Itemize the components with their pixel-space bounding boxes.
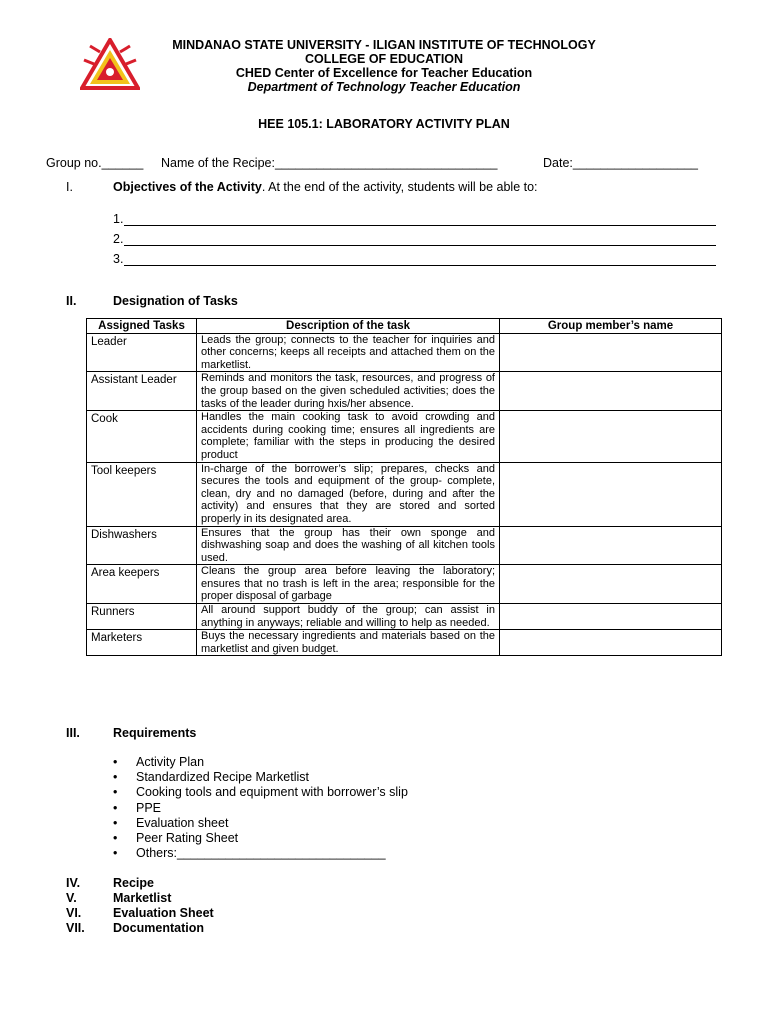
task-name: Dishwashers	[87, 526, 197, 565]
bullet-icon: •	[113, 770, 118, 785]
objective-number: 3.	[113, 252, 124, 266]
department-name: Department of Technology Teacher Education	[247, 80, 521, 94]
task-designation-table	[86, 318, 722, 656]
bullet-icon: •	[113, 755, 118, 769]
requirement-text: Evaluation sheet	[136, 815, 229, 830]
section-6-number: VI.	[66, 906, 82, 920]
requirement-text: Cooking tools and equipment with borrower’s slip	[136, 785, 408, 800]
section-2-number: II.	[66, 294, 77, 308]
section-1-number: I.	[66, 180, 73, 194]
objective-line-1	[113, 212, 716, 226]
center-name: CHED Center of Excellence for Teacher Education	[235, 66, 533, 80]
document-title: HEE 105.1: LABORATORY ACTIVITY PLAN	[258, 117, 510, 131]
group-no-field: Group no.______	[46, 156, 144, 170]
requirement-text: Standardized Recipe Marketlist	[136, 770, 309, 785]
list-item	[113, 846, 408, 861]
objective-blank	[124, 254, 716, 266]
list-item	[113, 831, 408, 846]
section-1-title: Objectives of the Activity	[113, 180, 262, 194]
task-name: Leader	[87, 333, 197, 372]
objective-number: 1.	[113, 212, 124, 226]
objective-line-3	[113, 252, 716, 266]
section-4-title: Recipe	[113, 876, 154, 890]
member-name-cell	[500, 333, 722, 372]
member-name-cell	[500, 630, 722, 656]
task-description: Leads the group; connects to the teacher for inquiries and other concerns; keeps all receipts and attached them on the marketlist.	[197, 333, 500, 372]
member-name-cell	[500, 526, 722, 565]
section-7-number: VII.	[66, 921, 85, 935]
section-5-title: Marketlist	[113, 891, 172, 905]
section-2-title: Designation of Tasks	[113, 294, 238, 308]
table-row	[87, 372, 722, 411]
member-name-cell	[500, 462, 722, 526]
task-name: Assistant Leader	[87, 372, 197, 411]
section-3-title: Requirements	[113, 726, 197, 740]
requirements-list	[113, 755, 408, 861]
requirement-text: Peer Rating Sheet	[136, 830, 239, 845]
objective-number: 2.	[113, 232, 124, 246]
bullet-icon: •	[113, 815, 118, 830]
task-name: Marketers	[87, 630, 197, 656]
section-5-number: V.	[66, 891, 77, 905]
header-assigned-tasks: Assigned Tasks	[87, 319, 197, 334]
task-description: In-charge of the borrower’s slip; prepares, checks and secures the tools and equipment of the group- complete, clean, dry and no damaged (before, during and after the activity) and ensures that they are stored and sorted properly in its designated area.	[197, 462, 500, 526]
bullet-icon: •	[113, 800, 118, 815]
college-name: COLLEGE OF EDUCATION	[304, 52, 464, 66]
section-7-title: Documentation	[113, 921, 204, 935]
task-name: Area keepers	[87, 565, 197, 604]
section-6-title: Evaluation Sheet	[113, 906, 214, 920]
objective-blank	[124, 214, 716, 226]
table-row	[87, 565, 722, 604]
task-description: All around support buddy of the group; can assist in anything in anyways; reliable and willing to help as needed.	[197, 604, 500, 630]
list-item	[113, 755, 408, 770]
list-item	[113, 785, 408, 800]
task-name: Runners	[87, 604, 197, 630]
table-header-row	[87, 319, 722, 334]
task-description: Reminds and monitors the task, resources, and progress of the group based on the given scheduled activities; does the tasks of the leader during hxis/her absence.	[197, 372, 500, 411]
bullet-icon: •	[113, 846, 118, 861]
table-row	[87, 411, 722, 462]
document-header	[140, 38, 628, 94]
university-name: MINDANAO STATE UNIVERSITY - ILIGAN INSTITUTE OF TECHNOLOGY	[172, 38, 596, 52]
header-description: Description of the task	[197, 319, 500, 334]
bullet-icon: •	[113, 785, 118, 800]
list-item	[113, 816, 408, 831]
section-4-number: IV.	[66, 876, 81, 890]
header-group-member: Group member’s name	[500, 319, 722, 334]
table-row	[87, 462, 722, 526]
table-row	[87, 526, 722, 565]
section-3-number: III.	[66, 726, 80, 740]
table-row	[87, 604, 722, 630]
objective-line-2	[113, 232, 716, 246]
table-row	[87, 333, 722, 372]
task-name: Tool keepers	[87, 462, 197, 526]
table-row	[87, 630, 722, 656]
section-1-heading	[113, 180, 538, 194]
member-name-cell	[500, 411, 722, 462]
list-item	[113, 770, 408, 785]
requirement-text: Others:______________________________	[136, 846, 386, 861]
task-name: Cook	[87, 411, 197, 462]
requirement-text: PPE	[136, 800, 162, 815]
member-name-cell	[500, 604, 722, 630]
requirement-text: Activity Plan	[136, 755, 205, 769]
list-item	[113, 801, 408, 816]
task-description: Buys the necessary ingredients and materials based on the marketlist and given budget.	[197, 630, 500, 656]
bullet-icon: •	[113, 830, 118, 845]
task-description: Cleans the group area before leaving the laboratory; ensures that no trash is left in the area; responsible for the proper disposal of garbage	[197, 565, 500, 604]
task-description: Handles the main cooking task to avoid crowding and accidents during cooking time; ensures all ingredients are complete; familiar with the steps in producing the desired product	[197, 411, 500, 462]
section-1-intro: . At the end of the activity, students will be able to:	[261, 180, 538, 194]
msu-iit-logo-icon	[80, 38, 140, 90]
member-name-cell	[500, 565, 722, 604]
member-name-cell	[500, 372, 722, 411]
objective-blank	[124, 234, 716, 246]
date-field: Date:__________________	[543, 156, 699, 170]
task-description: Ensures that the group has their own sponge and dishwashing soap and does the washing of all kitchen tools used.	[197, 526, 500, 565]
recipe-name-field: Name of the Recipe:________________________________	[161, 156, 498, 170]
